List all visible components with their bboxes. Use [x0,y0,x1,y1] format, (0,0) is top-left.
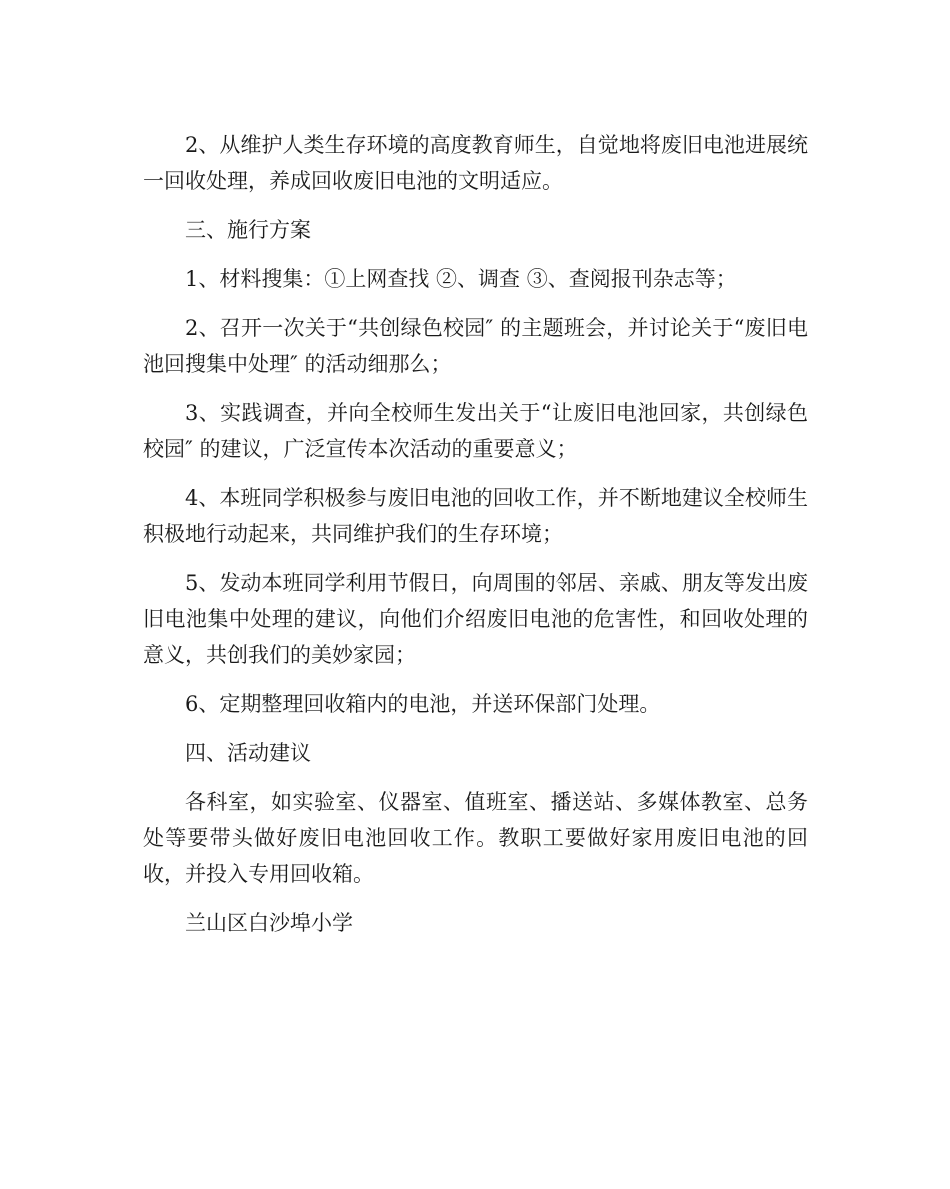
paragraph-step-3: 3、实践调查，并向全校师生发出关于“让废旧电池回家，共创绿色校园″ 的建议，广泛宣传本次活动的重要意义； [143,401,808,461]
paragraph-step-4: 4、本班同学积极参与废旧电池的回收工作，并不断地建议全校师生积极地行动起来，共同维护我们的生存环境； [143,486,808,546]
paragraph-goal-2: 2、从维护人类生存环境的高度教育师生，自觉地将废旧电池进展统一回收处理，养成回收废旧电池的文明适应。 [143,133,808,193]
paragraph-step-6: 6、定期整理回收箱内的电池，并送环保部门处理。 [185,692,661,716]
paragraph-step-5: 5、发动本班同学利用节假日，向周围的邻居、亲戚、朋友等发出废旧电池集中处理的建议，向他们介绍废旧电池的危害性，和回收处理的意义，共创我们的美妙家园； [143,571,808,667]
school-signature: 兰山区白沙埠小学 [185,911,353,935]
paragraph-step-1: 1、材料搜集：①上网查找 ②、调查 ③、查阅报刊杂志等； [185,267,737,291]
document-body [143,127,808,954]
paragraph-suggestions: 各科室，如实验室、仪器室、值班室、播送站、多媒体教室、总务处等要带头做好废旧电池回收工作。教职工要做好家用废旧电池的回收，并投入专用回收箱。 [143,790,808,886]
section-heading-implementation: 三、施行方案 [185,218,311,242]
section-heading-suggestions: 四、活动建议 [185,741,311,765]
paragraph-step-2: 2、召开一次关于“共创绿色校园″ 的主题班会，并讨论关于“废旧电池回搜集中处理″ 的活动细那么； [143,316,808,376]
